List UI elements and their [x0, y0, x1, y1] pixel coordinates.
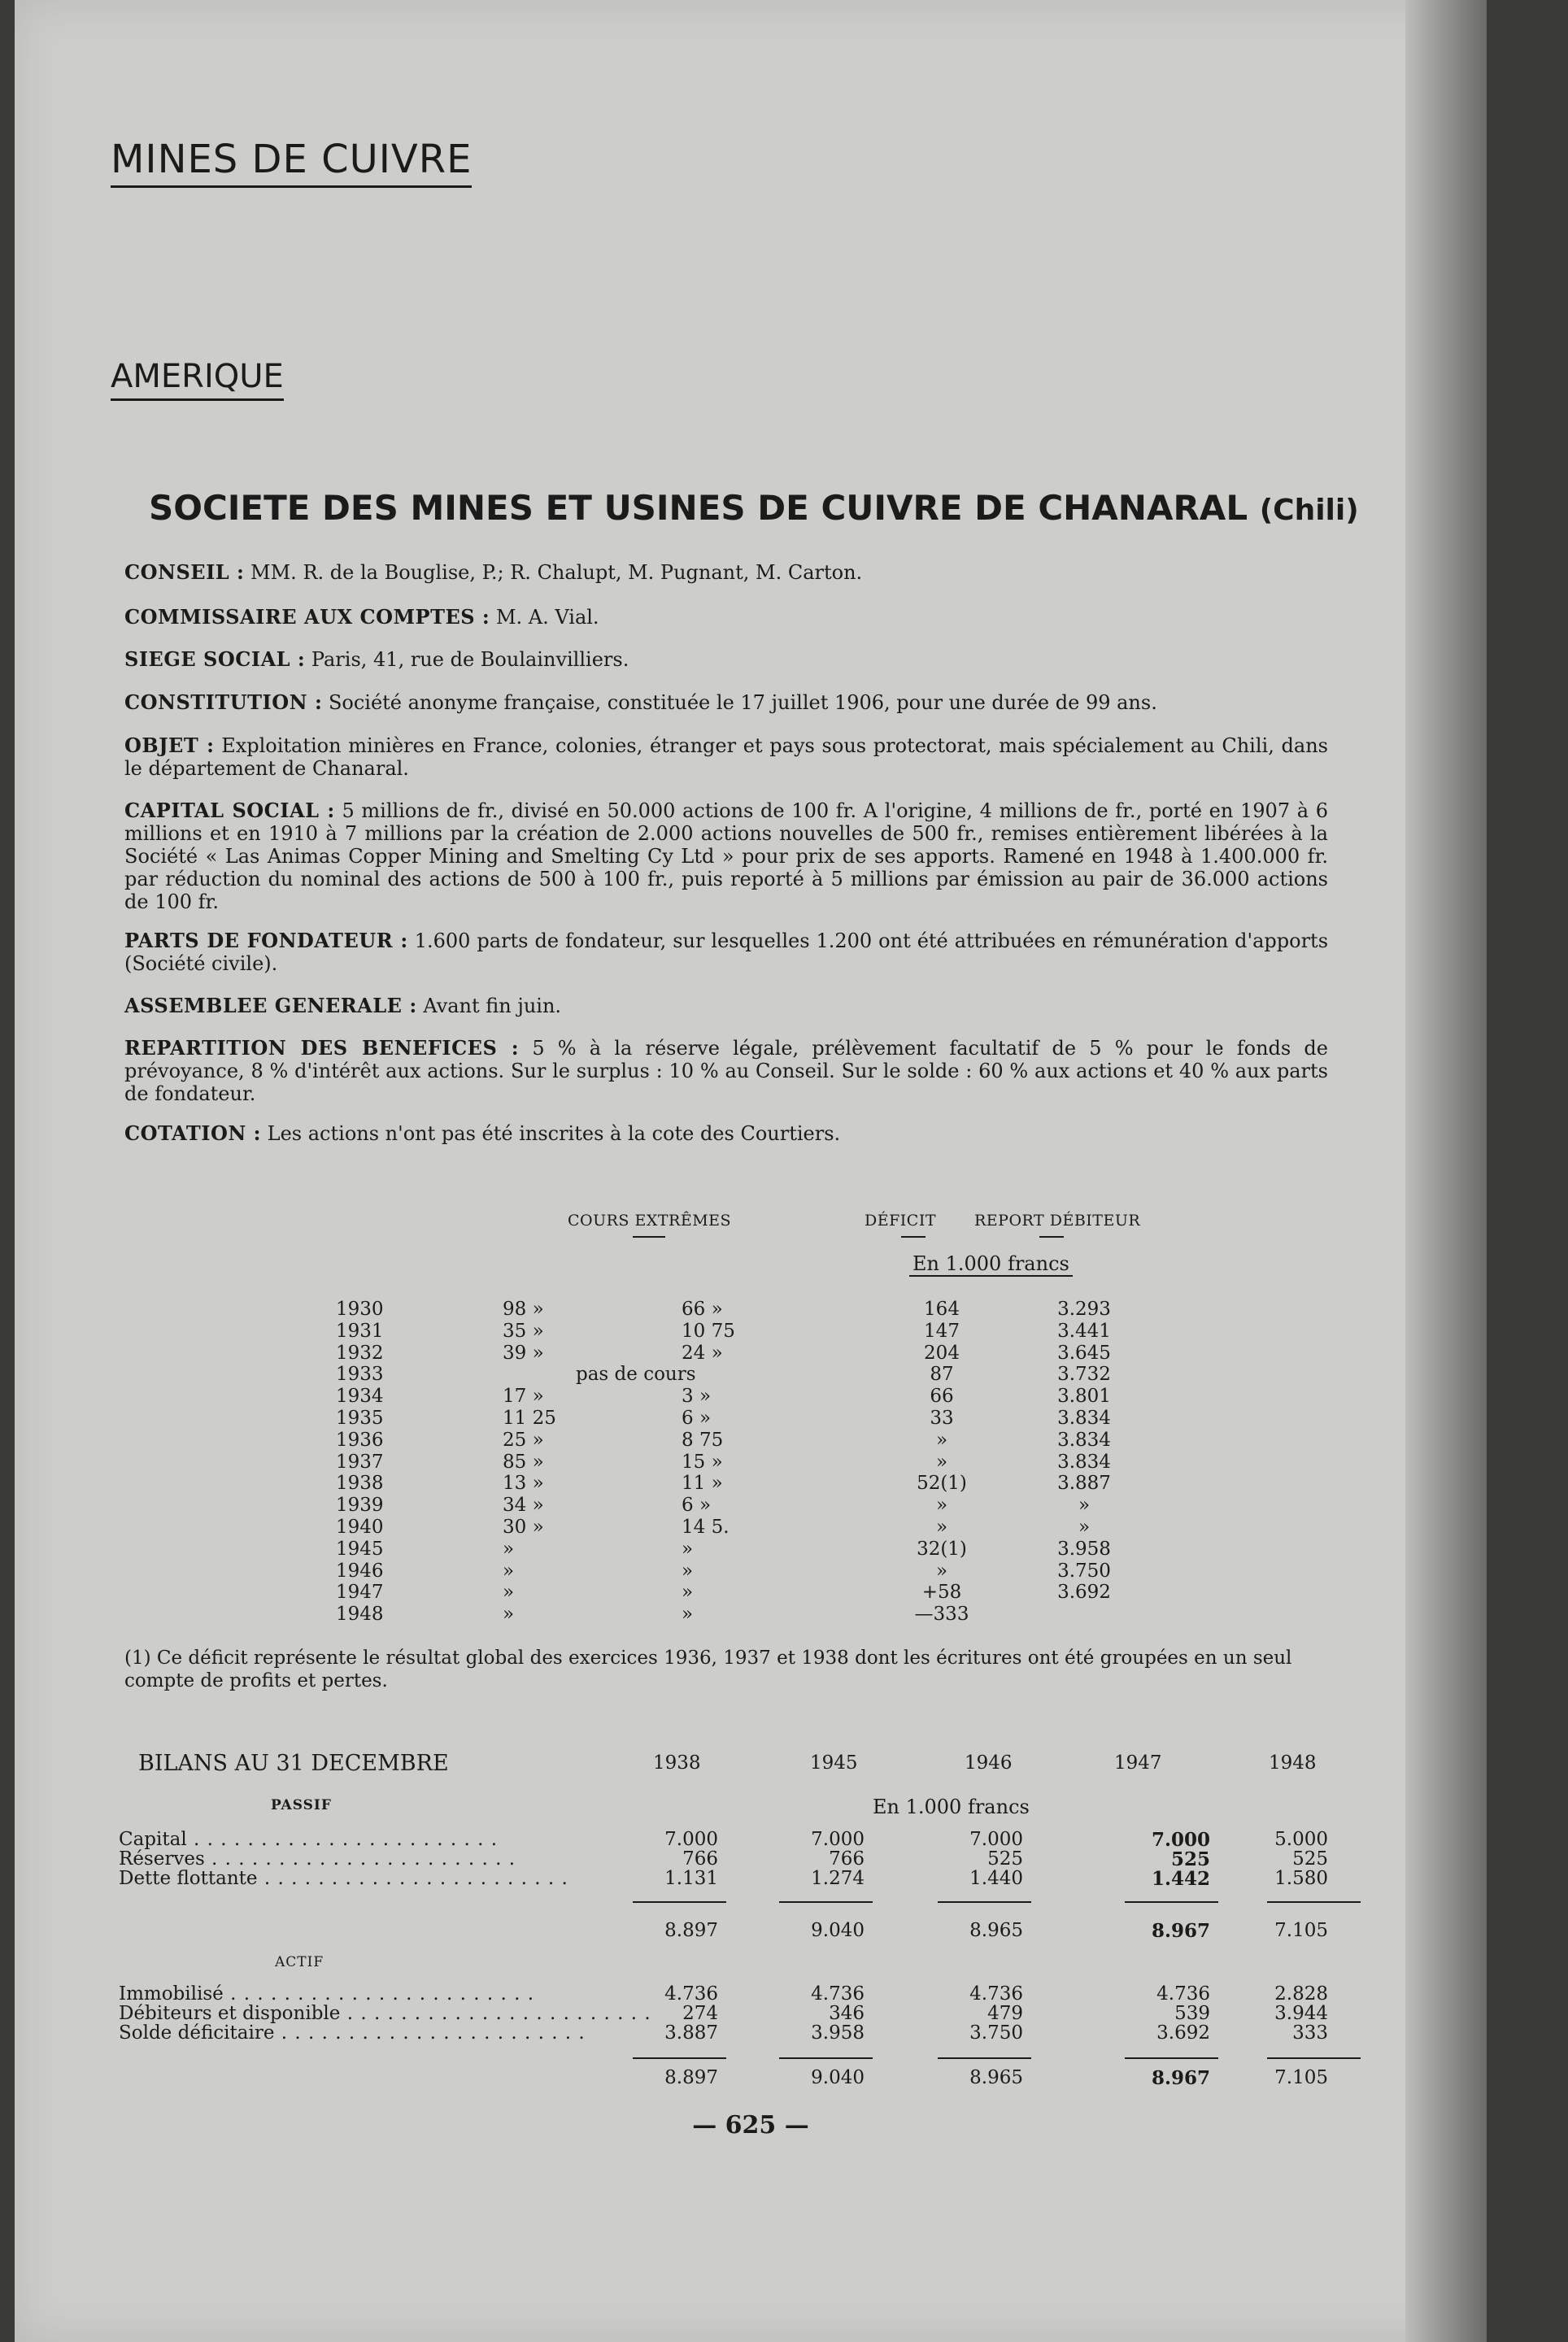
cours-report: 3.692: [1057, 1582, 1111, 1604]
passif-row-value: 1.580: [1274, 1868, 1328, 1889]
sum-rule: [633, 2057, 726, 2059]
passif-row-value: 766: [829, 1848, 865, 1870]
cours-year: 1940: [336, 1517, 384, 1538]
passif-row-label: Réserves . . . . . . . . . . . . . . . . . . . . . . .: [119, 1848, 516, 1870]
cours-max: 17 »: [503, 1386, 544, 1408]
cours-deficit: —333: [914, 1604, 969, 1626]
passif-total-value: 9.040: [811, 1920, 865, 1941]
cours-year: 1947: [336, 1582, 384, 1604]
cours-report: 3.834: [1057, 1429, 1111, 1451]
passif-row-label: Capital . . . . . . . . . . . . . . . . . . . . . . .: [119, 1829, 499, 1850]
cours-deficit: 32(1): [917, 1538, 967, 1560]
leader-dots: . . . . . . . . . . . . . . . . . . . . . . .: [274, 2022, 586, 2044]
cours-report: 3.834: [1057, 1408, 1111, 1429]
passif-row-value: 766: [682, 1848, 718, 1870]
bilans-year-1946: 1946: [965, 1752, 1013, 1774]
cours-min: 3 »: [682, 1386, 712, 1408]
cours-max: »: [503, 1538, 515, 1560]
cours-deficit: 164: [924, 1299, 960, 1320]
actif-total-value: 7.105: [1274, 2067, 1328, 2088]
head-report: REPORT DÉBITEUR: [974, 1212, 1141, 1230]
passif-row-value: 7.000: [811, 1829, 865, 1850]
para-cotation: COTATION : Les actions n'ont pas été inscrites à la cote des Courtiers.: [124, 1121, 841, 1145]
passif-row-value: 1.274: [811, 1868, 865, 1889]
cours-report: [1023, 1604, 1145, 1626]
cours-year: 1931: [336, 1320, 384, 1342]
passif-total-value: 8.897: [664, 1920, 718, 1941]
cours-year: 1945: [336, 1538, 384, 1560]
cours-deficit: »: [935, 1517, 948, 1538]
cours-max: 98 »: [503, 1299, 544, 1320]
cours-max: »: [503, 1604, 515, 1626]
leader-dots: . . . . . . . . . . . . . . . . . . . . . . .: [257, 1868, 568, 1889]
cours-min: »: [682, 1538, 694, 1560]
sum-rule: [779, 1901, 873, 1903]
actif-row-value: 3.887: [664, 2022, 718, 2044]
cours-deficit: 33: [930, 1408, 954, 1429]
head-deficit-dash: [901, 1236, 926, 1238]
cours-year: 1932: [336, 1342, 384, 1364]
cours-min: »: [682, 1560, 694, 1582]
section-title: MINES DE CUIVRE: [111, 137, 472, 188]
cours-deficit: »: [935, 1560, 948, 1582]
cours-min: 8 75: [682, 1429, 724, 1451]
cours-report: 3.750: [1057, 1560, 1111, 1582]
actif-row-label: Immobilisé . . . . . . . . . . . . . . . . . . . . . . .: [119, 1983, 535, 2005]
para-capital: CAPITAL SOCIAL : 5 millions de fr., divisé en 50.000 actions de 100 fr. A l'origine, 4 millions de fr., porté en 1907 à 6 millions et en 1910 à 7 millions par la création de 2.000 actions nouvelles de 500 fr., remises entièrement libérées à la Société « Las Animas Copper Mining and Smelting Cy Ltd » pour prix de ses apports. Ramené en 1948 à 1.400.000 fr. par réduction du nominal des actions de 500 à 100 fr., puis reporté à 5 millions par émission au pair de 36.000 actions de 100 fr.: [124, 799, 1329, 913]
actif-row-value: 539: [1174, 2003, 1210, 2024]
passif-row-value: 525: [987, 1848, 1023, 1870]
para-conseil: CONSEIL : MM. R. de la Bouglise, P.; R. Chalupt, M. Pugnant, M. Carton.: [124, 560, 863, 584]
actif-total-value: 8.965: [969, 2067, 1023, 2088]
cours-year: 1936: [336, 1429, 384, 1451]
passif-row-value: 525: [1292, 1848, 1328, 1870]
bilans-unit: En 1.000 francs: [873, 1796, 1030, 1818]
cours-min: 11 »: [682, 1473, 723, 1495]
leader-dots: . . . . . . . . . . . . . . . . . . . . . . .: [186, 1829, 499, 1850]
cours-year: 1934: [336, 1386, 384, 1408]
actif-row-value: 333: [1292, 2022, 1328, 2044]
passif-label: PASSIF: [271, 1797, 332, 1813]
actif-total-value: 8.897: [664, 2067, 718, 2088]
cours-max: 13 »: [503, 1473, 544, 1495]
sum-rule: [633, 1901, 726, 1903]
para-repartition: REPARTITION DES BENEFICES : 5 % à la réserve légale, prélèvement facultatif de 5 % pour le fonds de prévoyance, 8 % d'intérêt aux actions. Sur le surplus : 10 % au Conseil. Sur le solde : 60 % aux actions et 40 % aux parts de fondateur.: [124, 1036, 1328, 1105]
cours-deficit: »: [935, 1429, 948, 1451]
actif-row-value: 3.692: [1156, 2022, 1210, 2044]
sum-rule: [1125, 1901, 1218, 1903]
leader-dots: . . . . . . . . . . . . . . . . . . . . . . .: [204, 1848, 516, 1870]
cours-footnote: (1) Ce déficit représente le résultat global des exercices 1936, 1937 et 1938 dont les écritures ont été groupées en un seul compte de profits et pertes.: [124, 1648, 1292, 1691]
passif-total-value: 7.105: [1274, 1920, 1328, 1941]
actif-total-value: 8.967: [1151, 2067, 1210, 2089]
cours-report: 3.801: [1057, 1386, 1111, 1408]
para-assemblee: ASSEMBLEE GENERALE : Avant fin juin.: [124, 994, 562, 1017]
cours-year: 1938: [336, 1473, 384, 1495]
actif-row-value: 3.944: [1274, 2003, 1328, 2024]
cours-year: 1939: [336, 1495, 384, 1517]
actif-row-label: Débiteurs et disponible . . . . . . . . . . . . . . . . . . . . . . .: [119, 2003, 651, 2024]
sum-rule: [1267, 2057, 1361, 2059]
cours-max: 85 »: [503, 1451, 544, 1473]
cours-deficit: 87: [930, 1364, 954, 1386]
cours-report: 3.645: [1057, 1342, 1111, 1364]
cours-report: 3.293: [1057, 1299, 1111, 1320]
cours-report: 3.834: [1057, 1451, 1111, 1473]
cours-min: »: [682, 1604, 694, 1626]
cours-year: 1937: [336, 1451, 384, 1473]
actif-row-value: 4.736: [664, 1983, 718, 2005]
cours-max: »: [503, 1560, 515, 1582]
bilans-year-1938: 1938: [653, 1752, 701, 1774]
company-country: (Chili): [1259, 494, 1359, 527]
para-objet: OBJET : Exploitation minières en France, colonies, étranger et pays sous protectorat, mais spécialement au Chili, dans le département de Chanaral.: [124, 734, 1328, 780]
cours-min: 66 »: [682, 1299, 723, 1320]
cours-deficit: 52(1): [917, 1473, 967, 1495]
cours-deficit: »: [935, 1451, 948, 1473]
passif-total-value: 8.965: [969, 1920, 1023, 1941]
para-constitution: CONSTITUTION : Société anonyme française, constituée le 17 juillet 1906, pour une durée de 99 ans.: [124, 690, 1157, 714]
cours-min: 24 »: [682, 1342, 723, 1364]
actif-row-value: 4.736: [1156, 1983, 1210, 2005]
cours-year: 1933: [336, 1364, 384, 1386]
cours-deficit: +58: [921, 1582, 962, 1604]
cours-report: 3.958: [1057, 1538, 1111, 1560]
bilans-year-1947: 1947: [1114, 1752, 1162, 1774]
cours-report: »: [1078, 1517, 1091, 1538]
cours-min: 15 »: [682, 1451, 723, 1473]
actif-row-value: 4.736: [969, 1983, 1023, 2005]
cours-report: »: [1078, 1495, 1091, 1517]
cours-deficit: »: [935, 1495, 948, 1517]
sum-rule: [1125, 2057, 1218, 2059]
cours-no-quote: pas de cours: [576, 1364, 696, 1386]
cours-year: 1948: [336, 1604, 384, 1626]
bilans-year-1948: 1948: [1269, 1752, 1317, 1774]
passif-row-value: 1.131: [664, 1868, 718, 1889]
passif-row-value: 7.000: [969, 1829, 1023, 1850]
passif-row-value: 7.000: [1151, 1829, 1210, 1851]
page-edge: [1405, 0, 1487, 2342]
head-deficit: DÉFICIT: [865, 1212, 937, 1230]
bilans-year-1945: 1945: [810, 1752, 858, 1774]
bilans-title: BILANS AU 31 DECEMBRE: [138, 1751, 449, 1776]
actif-row-value: 479: [987, 2003, 1023, 2024]
head-cours: COURS EXTRÊMES: [568, 1212, 732, 1230]
document-page: [15, 0, 1487, 2342]
actif-total-value: 9.040: [811, 2067, 865, 2088]
actif-row-value: 274: [682, 2003, 718, 2024]
sum-rule: [779, 2057, 873, 2059]
cours-max: »: [503, 1582, 515, 1604]
leader-dots: . . . . . . . . . . . . . . . . . . . . . . .: [223, 1983, 535, 2005]
passif-row-value: 7.000: [664, 1829, 718, 1850]
sum-rule: [938, 2057, 1031, 2059]
cours-min: 6 »: [682, 1408, 712, 1429]
actif-row-value: 346: [829, 2003, 865, 2024]
cours-min: 6 »: [682, 1495, 712, 1517]
actif-row-label: Solde déficitaire . . . . . . . . . . . . . . . . . . . . . . .: [119, 2022, 586, 2044]
head-report-dash: [1039, 1236, 1064, 1238]
head-cours-dash: [633, 1236, 665, 1238]
cours-min: »: [682, 1582, 694, 1604]
actif-row-value: 3.958: [811, 2022, 865, 2044]
leader-dots: . . . . . . . . . . . . . . . . . . . . . . .: [340, 2003, 651, 2024]
cours-deficit: 204: [924, 1342, 960, 1364]
passif-row-value: 525: [1170, 1848, 1210, 1870]
passif-total-value: 8.967: [1151, 1920, 1210, 1942]
region-title: AMERIQUE: [111, 358, 284, 401]
cours-report: 3.441: [1057, 1320, 1111, 1342]
cours-min: 14 5.: [682, 1517, 730, 1538]
sum-rule: [938, 1901, 1031, 1903]
cours-max: 25 »: [503, 1429, 544, 1451]
cours-report: 3.732: [1057, 1364, 1111, 1386]
cours-report: 3.887: [1057, 1473, 1111, 1495]
cours-max: 39 »: [503, 1342, 544, 1364]
para-parts: PARTS DE FONDATEUR : 1.600 parts de fondateur, sur lesquelles 1.200 ont été attribuées en rémunération d'apports (Société civile).: [124, 929, 1329, 975]
cours-min: 10 75: [682, 1320, 735, 1342]
cours-max: 30 »: [503, 1517, 544, 1538]
passif-row-value: 5.000: [1274, 1829, 1328, 1850]
para-commissaire: COMMISSAIRE AUX COMPTES : M. A. Vial.: [124, 605, 599, 629]
actif-row-value: 4.736: [811, 1983, 865, 2005]
passif-row-value: 1.442: [1151, 1868, 1210, 1890]
actif-row-value: 2.828: [1274, 1983, 1328, 2005]
cours-deficit: 147: [924, 1320, 960, 1342]
cours-year: 1930: [336, 1299, 384, 1320]
cours-max: 11 25: [503, 1408, 556, 1429]
cours-unit: En 1.000 francs: [909, 1252, 1073, 1277]
sum-rule: [1267, 1901, 1361, 1903]
para-siege: SIEGE SOCIAL : Paris, 41, rue de Boulainvilliers.: [124, 647, 629, 671]
cours-year: 1946: [336, 1560, 384, 1582]
page-number: — 625 —: [692, 2111, 809, 2140]
cours-max: 35 »: [503, 1320, 544, 1342]
company-title: [149, 488, 1359, 528]
actif-label: ACTIF: [275, 1954, 324, 1970]
cours-year: 1935: [336, 1408, 384, 1429]
company-name: SOCIETE DES MINES ET USINES DE CUIVRE DE CHANARAL: [149, 488, 1248, 528]
actif-row-value: 3.750: [969, 2022, 1023, 2044]
passif-row-value: 1.440: [969, 1868, 1023, 1889]
cours-deficit: 66: [930, 1386, 954, 1408]
passif-row-label: Dette flottante . . . . . . . . . . . . . . . . . . . . . . .: [119, 1868, 568, 1889]
cours-max: 34 »: [503, 1495, 544, 1517]
